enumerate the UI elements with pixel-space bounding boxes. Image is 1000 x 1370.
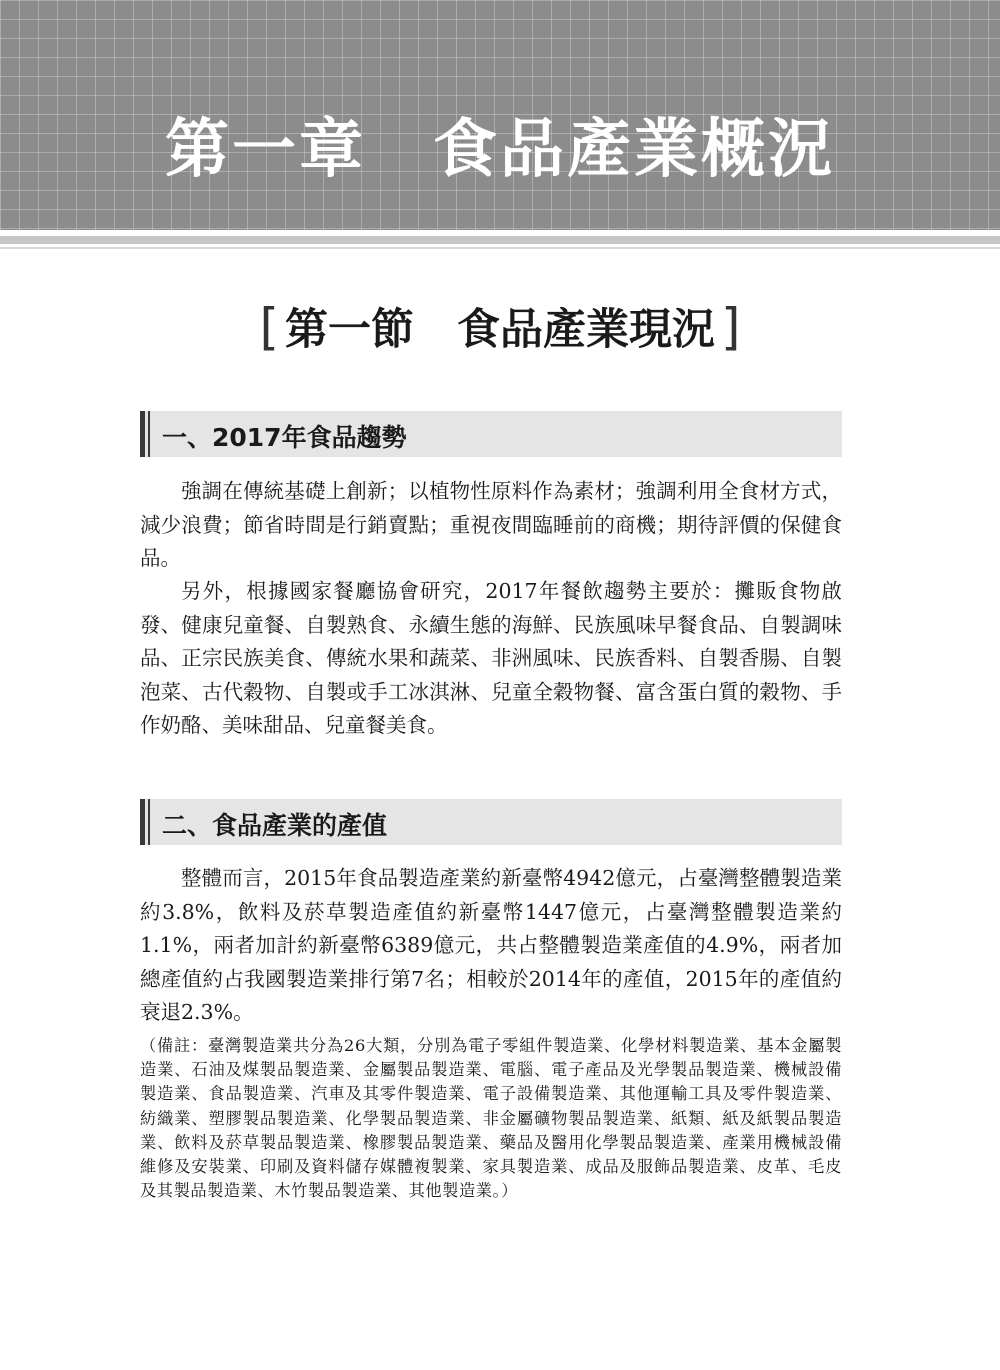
heading-marker <box>148 411 150 457</box>
subsection-heading-text: 一、2017年食品趨勢 <box>162 423 407 452</box>
heading-marker <box>148 799 150 845</box>
chapter-banner <box>0 0 1000 230</box>
paragraph: 整體而言，2015年食品製造產業約新臺幣4942億元，占臺灣整體製造業約3.8%，飲料及菸草製造產值約新臺幣1447億元，占臺灣整體製造業約1.1%，兩者加計約新臺幣6389億元，共占整體製造業產值的4.9%，兩者加總產值約占我國製造業排行第7名；相較於2014年的產值，2015年的產值約衰退2.3%。 <box>140 866 842 1024</box>
heading-marker <box>140 411 145 457</box>
chapter-title: 第一章 食品產業概況 <box>165 113 835 187</box>
section-title <box>0 296 1000 357</box>
subsection-heading-2 <box>140 799 842 845</box>
heading-marker <box>140 799 145 845</box>
paragraph: 另外，根據國家餐廳協會研究，2017年餐飲趨勢主要於：攤販食物啟發、健康兒童餐、自製熟食、永續生態的海鮮、民族風味早餐食品、自製調味品、正宗民族美食、傳統水果和蔬菜、非洲風味、民族香料、自製香腸、自製泡菜、古代穀物、自製或手工冰淇淋、兒童全穀物餐、富含蛋白質的穀物、手作奶酪、美味甜品、兒童餐美食。 <box>140 579 842 737</box>
section-title-text: 第一節 食品產業現況 <box>285 305 715 355</box>
paragraph: 強調在傳統基礎上創新；以植物性原料作為素材；強調利用全食材方式，減少浪費；節省時間是行銷賣點；重視夜間臨睡前的商機；期待評價的保健食品。 <box>140 479 842 570</box>
footnote: （備註：臺灣製造業共分為26大類，分別為電子零組件製造業、化學材料製造業、基本金屬製造業、石油及煤製品製造業、金屬製品製造業、電腦、電子產品及光學製品製造業、機械設備製造業、食品製造業、汽車及其零件製造業、電子設備製造業、其他運輸工具及零件製造業、紡織業、塑膠製品製造業、化學製品製造業、非金屬礦物製品製造業、紙類、紙及紙製品製造業、飲料及菸草製品製造業、橡膠製品製造業、藥品及醫用化學製品製造業、產業用機械設備維修及安裝業、印刷及資料儲存媒體複製業、家具製造業、成品及服飾品製造業、皮革、毛皮及其製品製造業、木竹製品製造業、其他製造業。） <box>140 1036 842 1201</box>
subsection-heading-1 <box>140 411 842 457</box>
section-bracket-close: ] <box>721 298 741 356</box>
section-bracket-open: [ <box>259 298 279 356</box>
banner-divider-thick <box>0 236 1000 244</box>
subsection-heading-text: 二、食品產業的產值 <box>162 811 388 840</box>
banner-divider-thin <box>0 247 1000 249</box>
